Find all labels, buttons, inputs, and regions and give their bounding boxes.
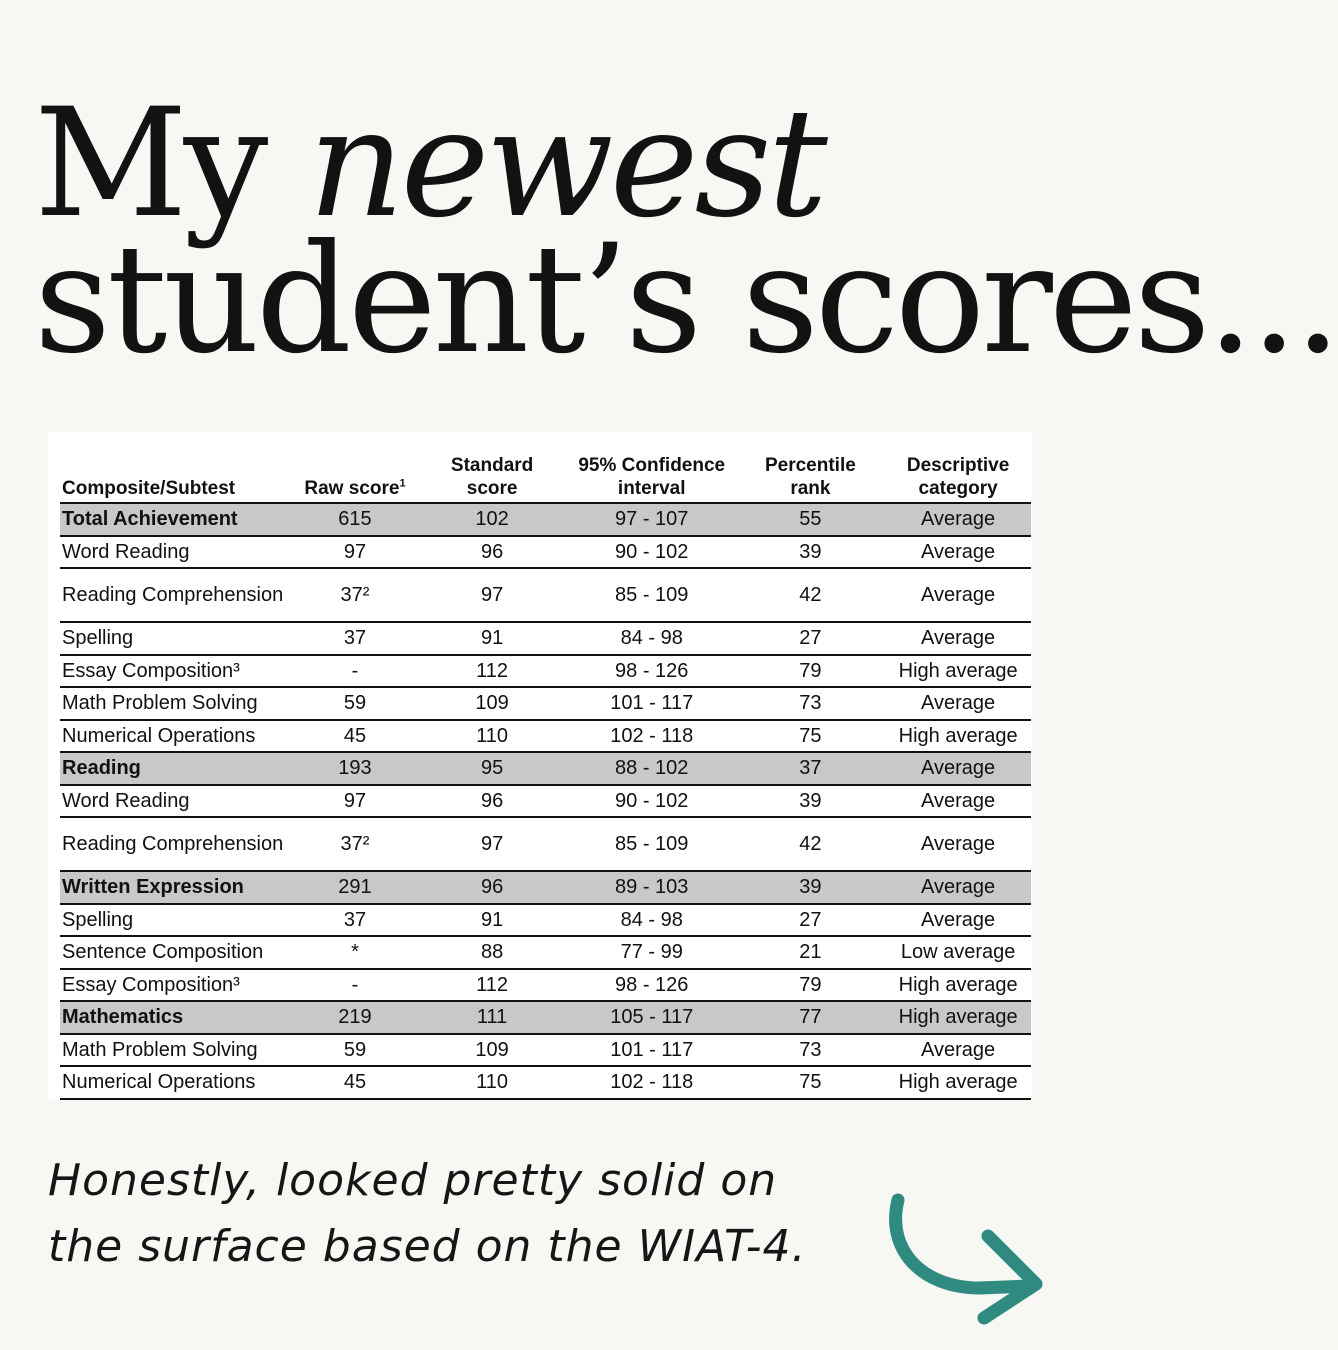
table-body [60, 503, 1031, 1099]
cell-raw: 59 [294, 687, 417, 720]
cell-cat: High average [885, 1066, 1031, 1099]
cell-pr: 75 [736, 720, 886, 753]
cell-cat: Average [885, 687, 1031, 720]
cell-std: 110 [416, 720, 568, 753]
cell-std: 88 [416, 936, 568, 969]
table-row [60, 687, 1031, 720]
cell-raw: 291 [294, 871, 417, 904]
cell-raw: 37 [294, 622, 417, 655]
cell-std: 91 [416, 904, 568, 937]
cell-pr: 79 [736, 655, 886, 688]
cell-pr: 39 [736, 536, 886, 569]
cell-pr: 27 [736, 622, 886, 655]
composite-row [60, 1001, 1031, 1034]
headline-italic: newest [308, 77, 824, 251]
cell-ci: 77 - 99 [568, 936, 736, 969]
cell-name: Sentence Composition [60, 936, 294, 969]
table-row [60, 568, 1031, 622]
cell-raw: 37² [294, 817, 417, 871]
cell-pr: 21 [736, 936, 886, 969]
cell-ci: 88 - 102 [568, 752, 736, 785]
cell-cat: High average [885, 969, 1031, 1002]
composite-row [60, 871, 1031, 904]
cell-name: Reading Comprehension [60, 817, 294, 871]
cell-cat: Average [885, 622, 1031, 655]
cell-ci: 84 - 98 [568, 622, 736, 655]
cell-cat: Average [885, 536, 1031, 569]
cell-name: Spelling [60, 904, 294, 937]
cell-cat: Average [885, 752, 1031, 785]
cell-raw: 37² [294, 568, 417, 622]
cell-std: 96 [416, 785, 568, 818]
table-row [60, 655, 1031, 688]
curved-arrow-right-icon[interactable] [880, 1188, 1050, 1328]
cell-name: Spelling [60, 622, 294, 655]
cell-std: 96 [416, 871, 568, 904]
cell-std: 96 [416, 536, 568, 569]
cell-std: 97 [416, 568, 568, 622]
cell-pr: 55 [736, 503, 886, 536]
cell-ci: 101 - 117 [568, 1034, 736, 1067]
cell-name: Word Reading [60, 536, 294, 569]
cell-cat: Low average [885, 936, 1031, 969]
cell-name: Total Achievement [60, 503, 294, 536]
cell-pr: 75 [736, 1066, 886, 1099]
caption [48, 1148, 868, 1280]
cell-cat: High average [885, 655, 1031, 688]
cell-ci: 98 - 126 [568, 655, 736, 688]
cell-std: 109 [416, 1034, 568, 1067]
header-descriptive-category: Descriptive category [885, 448, 1031, 503]
composite-row [60, 503, 1031, 536]
cell-name: Reading [60, 752, 294, 785]
cell-pr: 42 [736, 817, 886, 871]
cell-name: Math Problem Solving [60, 687, 294, 720]
table-row [60, 817, 1031, 871]
cell-std: 102 [416, 503, 568, 536]
cell-name: Essay Composition³ [60, 969, 294, 1002]
cell-raw: 97 [294, 536, 417, 569]
cell-name: Numerical Operations [60, 1066, 294, 1099]
cell-ci: 84 - 98 [568, 904, 736, 937]
cell-pr: 39 [736, 871, 886, 904]
cell-ci: 102 - 118 [568, 1066, 736, 1099]
cell-ci: 105 - 117 [568, 1001, 736, 1034]
cell-std: 91 [416, 622, 568, 655]
cell-raw: 45 [294, 720, 417, 753]
table-row [60, 969, 1031, 1002]
cell-raw: 615 [294, 503, 417, 536]
table-header-row [60, 448, 1031, 503]
cell-pr: 73 [736, 687, 886, 720]
table-row [60, 622, 1031, 655]
cell-pr: 39 [736, 785, 886, 818]
cell-ci: 90 - 102 [568, 785, 736, 818]
headline-line-1 [34, 77, 1338, 251]
cell-ci: 90 - 102 [568, 536, 736, 569]
cell-pr: 77 [736, 1001, 886, 1034]
cell-raw: 219 [294, 1001, 417, 1034]
cell-cat: Average [885, 817, 1031, 871]
cell-ci: 98 - 126 [568, 969, 736, 1002]
cell-ci: 85 - 109 [568, 568, 736, 622]
caption-line-1: Honestly, looked pretty solid on [48, 1155, 778, 1206]
cell-name: Written Expression [60, 871, 294, 904]
headline [34, 77, 1338, 387]
cell-ci: 101 - 117 [568, 687, 736, 720]
cell-ci: 102 - 118 [568, 720, 736, 753]
cell-pr: 79 [736, 969, 886, 1002]
table-row [60, 536, 1031, 569]
header-composite-subtest: Composite/Subtest [60, 448, 294, 503]
headline-plain: My [34, 77, 309, 251]
cell-cat: Average [885, 568, 1031, 622]
cell-pr: 27 [736, 904, 886, 937]
composite-row [60, 752, 1031, 785]
header-percentile-rank: Percentile rank [736, 448, 886, 503]
cell-pr: 37 [736, 752, 886, 785]
cell-name: Numerical Operations [60, 720, 294, 753]
cell-name: Essay Composition³ [60, 655, 294, 688]
cell-cat: High average [885, 720, 1031, 753]
cell-ci: 89 - 103 [568, 871, 736, 904]
caption-line-2: the surface based on the WIAT-4. [48, 1221, 807, 1272]
cell-raw: 97 [294, 785, 417, 818]
cell-name: Word Reading [60, 785, 294, 818]
cell-name: Reading Comprehension [60, 568, 294, 622]
cell-raw: - [294, 655, 417, 688]
cell-raw: 59 [294, 1034, 417, 1067]
cell-cat: Average [885, 871, 1031, 904]
header-raw-score: Raw score$^1$ [294, 448, 417, 503]
cell-cat: Average [885, 1034, 1031, 1067]
cell-raw: 45 [294, 1066, 417, 1099]
table-row [60, 785, 1031, 818]
cell-std: 97 [416, 817, 568, 871]
table-row [60, 1034, 1031, 1067]
cell-cat: High average [885, 1001, 1031, 1034]
cell-pr: 73 [736, 1034, 886, 1067]
cell-ci: 97 - 107 [568, 503, 736, 536]
cell-ci: 85 - 109 [568, 817, 736, 871]
cell-raw: * [294, 936, 417, 969]
cell-raw: 37 [294, 904, 417, 937]
scores-table-card [48, 432, 1032, 1100]
cell-std: 111 [416, 1001, 568, 1034]
cell-name: Mathematics [60, 1001, 294, 1034]
cell-cat: Average [885, 785, 1031, 818]
headline-line-2: student’s scores... [34, 213, 1338, 387]
cell-raw: 193 [294, 752, 417, 785]
cell-pr: 42 [736, 568, 886, 622]
cell-cat: Average [885, 904, 1031, 937]
cell-std: 110 [416, 1066, 568, 1099]
table-row [60, 936, 1031, 969]
cell-std: 109 [416, 687, 568, 720]
cell-std: 112 [416, 655, 568, 688]
cell-std: 112 [416, 969, 568, 1002]
table-row [60, 1066, 1031, 1099]
cell-std: 95 [416, 752, 568, 785]
header-confidence-interval: 95% Confidence interval [568, 448, 736, 503]
cell-name: Math Problem Solving [60, 1034, 294, 1067]
table-row [60, 904, 1031, 937]
header-standard-score: Standard score [416, 448, 568, 503]
scores-table [60, 448, 1031, 1100]
table-row [60, 720, 1031, 753]
cell-raw: - [294, 969, 417, 1002]
cell-cat: Average [885, 503, 1031, 536]
